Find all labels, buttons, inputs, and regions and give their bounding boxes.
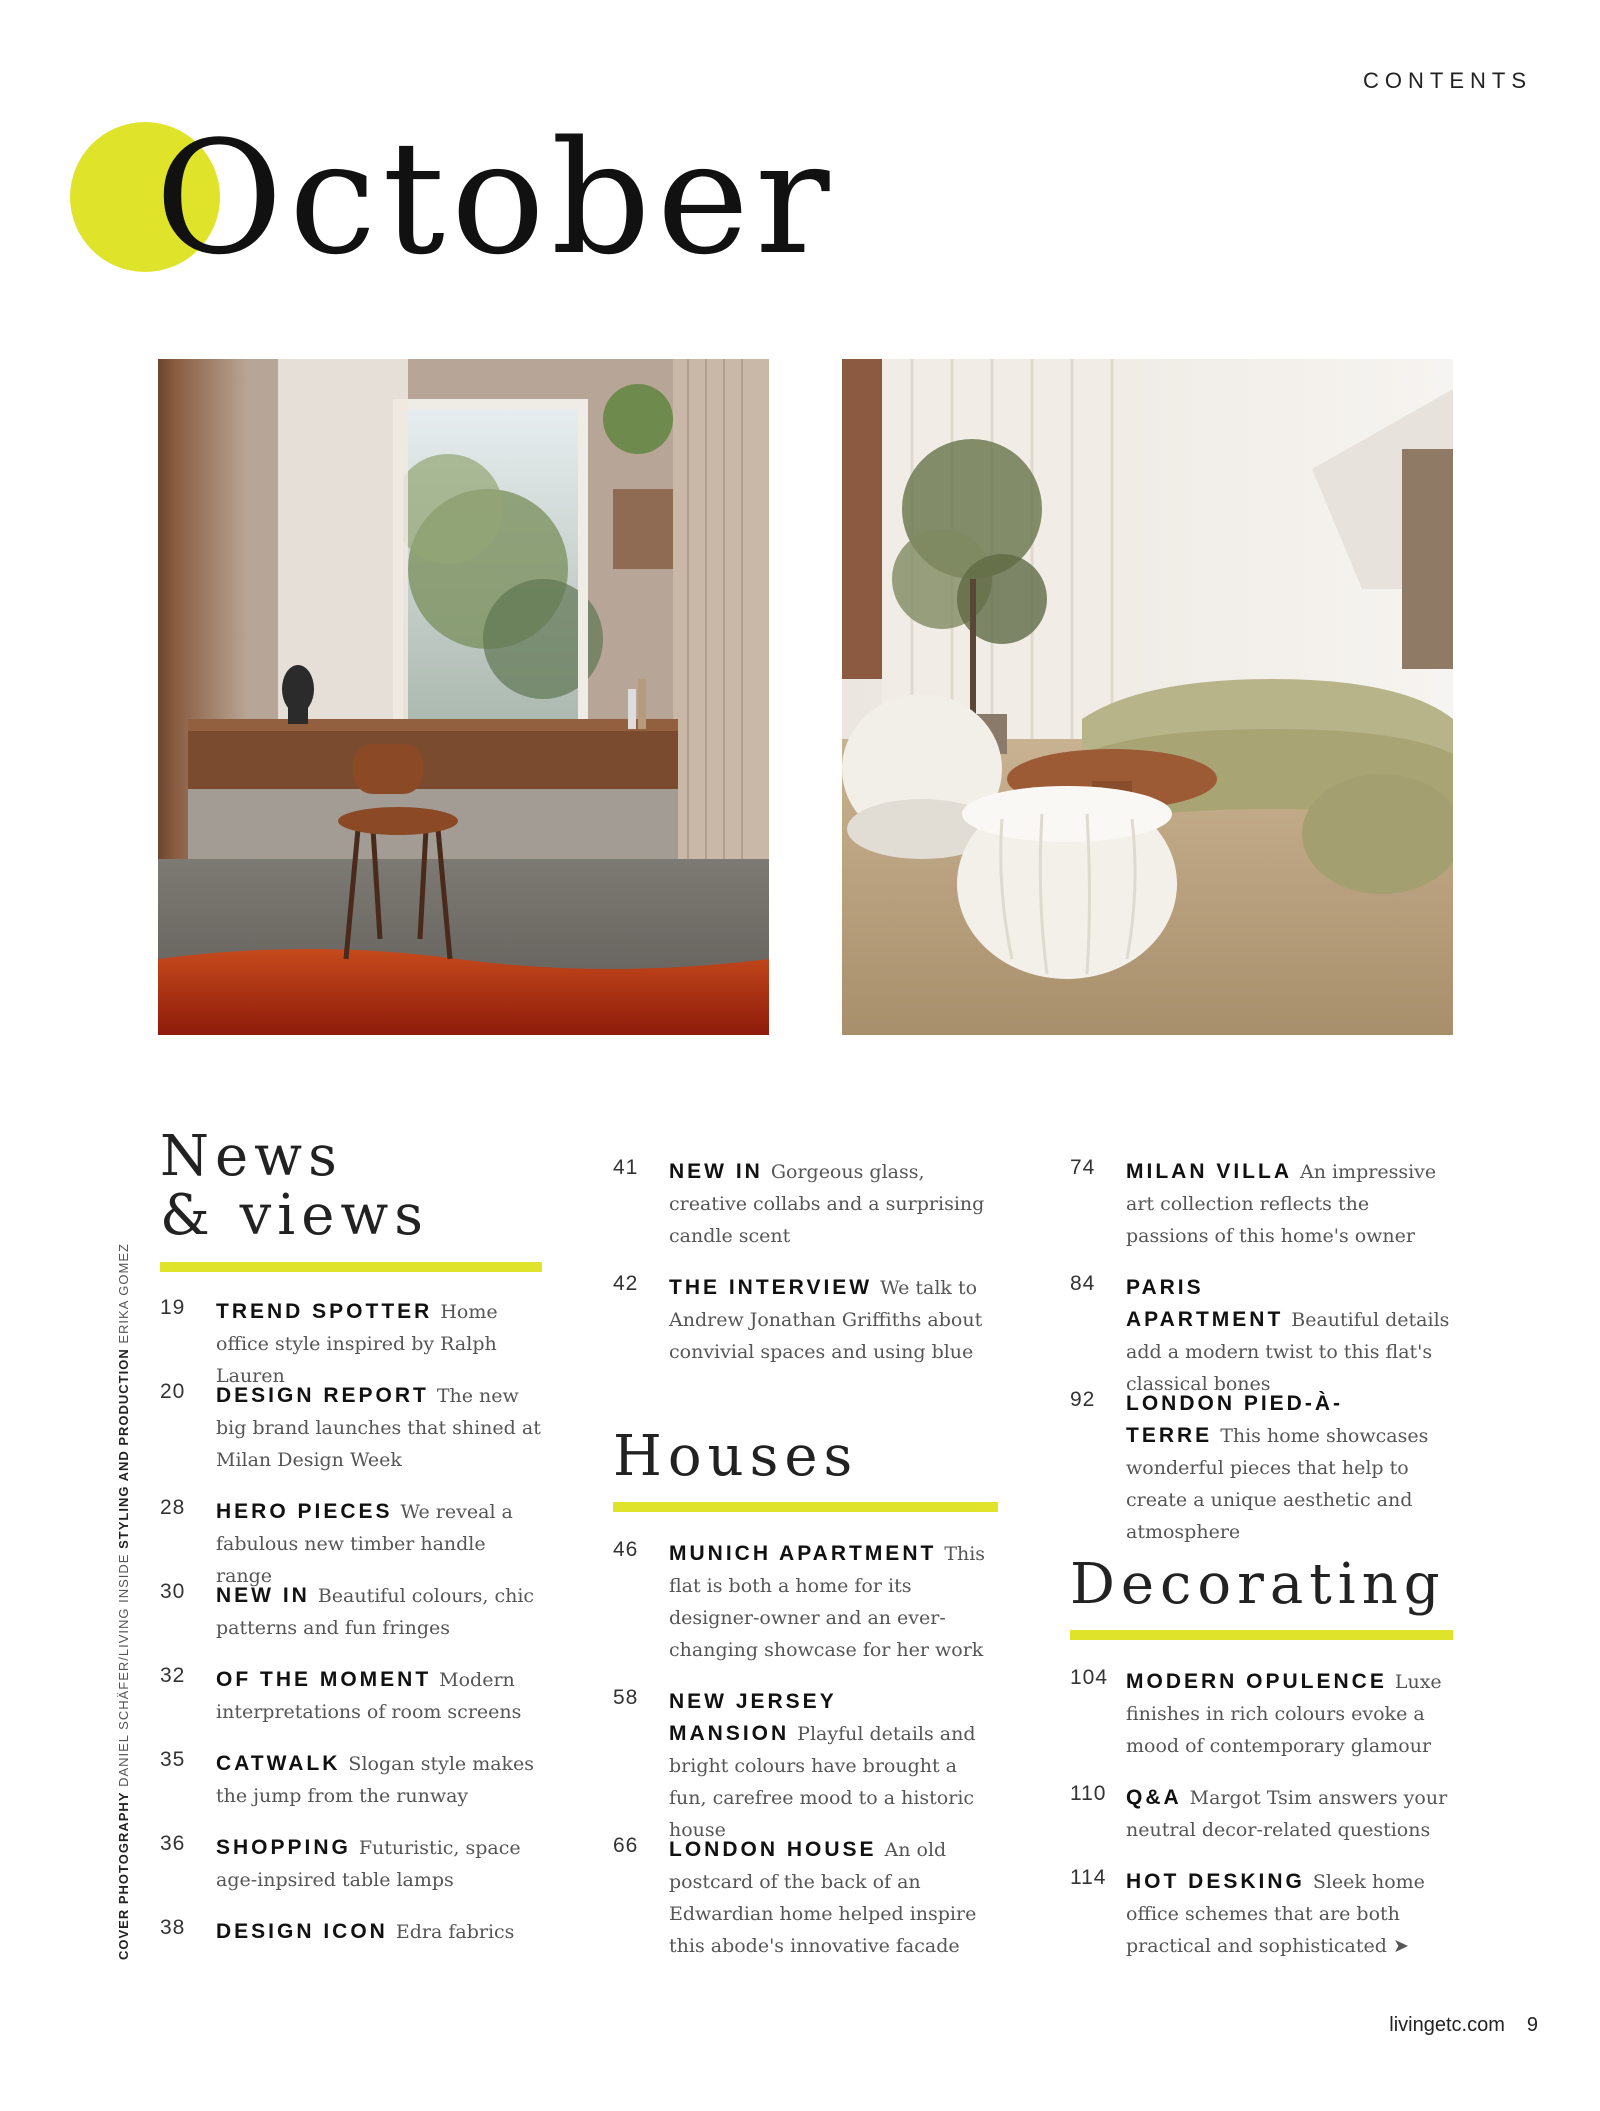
toc-entry[interactable]: 46 MUNICH APARTMENT This flat is both a home for its designer-owner and an ever-changing showcase for her work bbox=[613, 1538, 986, 1661]
section-label: CONTENTS bbox=[1363, 68, 1532, 93]
toc-entry[interactable]: 66 LONDON HOUSE An old postcard of the back of an Edwardian home helped inspire this abode's innovative facade bbox=[613, 1834, 977, 1957]
living-room-photo bbox=[842, 359, 1453, 1035]
toc-entry[interactable]: 35 CATWALK Slogan style makes the jump from the runway bbox=[160, 1748, 535, 1807]
toc-entry[interactable]: 28 HERO PIECES We reveal a fabulous new timber handle range bbox=[160, 1496, 513, 1587]
houses-divider bbox=[613, 1502, 998, 1512]
toc-entry[interactable]: 36 SHOPPING Futuristic, space age-inpsired table lamps bbox=[160, 1832, 521, 1891]
decorating-heading: Decorating bbox=[1070, 1552, 1446, 1617]
toc-entry[interactable]: 30 NEW IN Beautiful colours, chic patterns and fun fringes bbox=[160, 1580, 535, 1639]
news-divider bbox=[160, 1262, 542, 1272]
toc-entry[interactable]: 92 LONDON PIED-À-TERRE This home showcases wonderful pieces that help to create a unique aesthetic and atmosphere bbox=[1070, 1388, 1429, 1543]
toc-entry[interactable]: 58 NEW JERSEY MANSION Playful details and bright colours have brought a fun, carefree mood to a historic house bbox=[613, 1686, 976, 1841]
toc-entry[interactable]: 110 Q&A Margot Tsim answers your neutral decor-related questions bbox=[1070, 1782, 1448, 1841]
page-number: 9 bbox=[1526, 2014, 1538, 2036]
toc-entry[interactable]: 32 OF THE MOMENT Modern interpretations of room screens bbox=[160, 1664, 522, 1723]
toc-entry[interactable]: 114 HOT DESKING Sleek home office schemes that are both practical and sophisticated ➤ bbox=[1070, 1866, 1425, 1957]
news-views-heading: News & views bbox=[160, 1124, 430, 1248]
toc-entry[interactable]: 20 DESIGN REPORT The new big brand launches that shined at Milan Design Week bbox=[160, 1380, 541, 1471]
website-link[interactable]: livingetc.com bbox=[1389, 2014, 1505, 2036]
toc-entry[interactable]: 19 TREND SPOTTER Home office style inspired by Ralph Lauren bbox=[160, 1296, 498, 1387]
decorating-divider bbox=[1070, 1630, 1453, 1640]
toc-entry[interactable]: 84 PARIS APARTMENT Beautiful details add a modern twist to this flat's classical bones bbox=[1070, 1272, 1450, 1395]
page-footer bbox=[1389, 2014, 1538, 2037]
photo-credit: COVER PHOTOGRAPHY DANIEL SCHÄFER/LIVING INSIDE STYLING AND PRODUCTION ERIKA GOMEZ bbox=[116, 1243, 131, 1960]
toc-entry[interactable]: 42 THE INTERVIEW We talk to Andrew Jonathan Griffiths about convivial spaces and using blue bbox=[613, 1272, 983, 1363]
houses-heading: Houses bbox=[613, 1424, 859, 1489]
home-office-photo bbox=[158, 359, 769, 1035]
toc-entry[interactable]: 38 DESIGN ICON Edra fabrics bbox=[160, 1916, 515, 1943]
month-title: October bbox=[155, 107, 836, 289]
toc-entry[interactable]: 104 MODERN OPULENCE Luxe finishes in rich colours evoke a mood of contemporary glamour bbox=[1070, 1666, 1442, 1757]
toc-entry[interactable]: 74 MILAN VILLA An impressive art collection reflects the passions of this home's owner bbox=[1070, 1156, 1437, 1247]
toc-entry[interactable]: 41 NEW IN Gorgeous glass, creative collabs and a surprising candle scent bbox=[613, 1156, 985, 1247]
